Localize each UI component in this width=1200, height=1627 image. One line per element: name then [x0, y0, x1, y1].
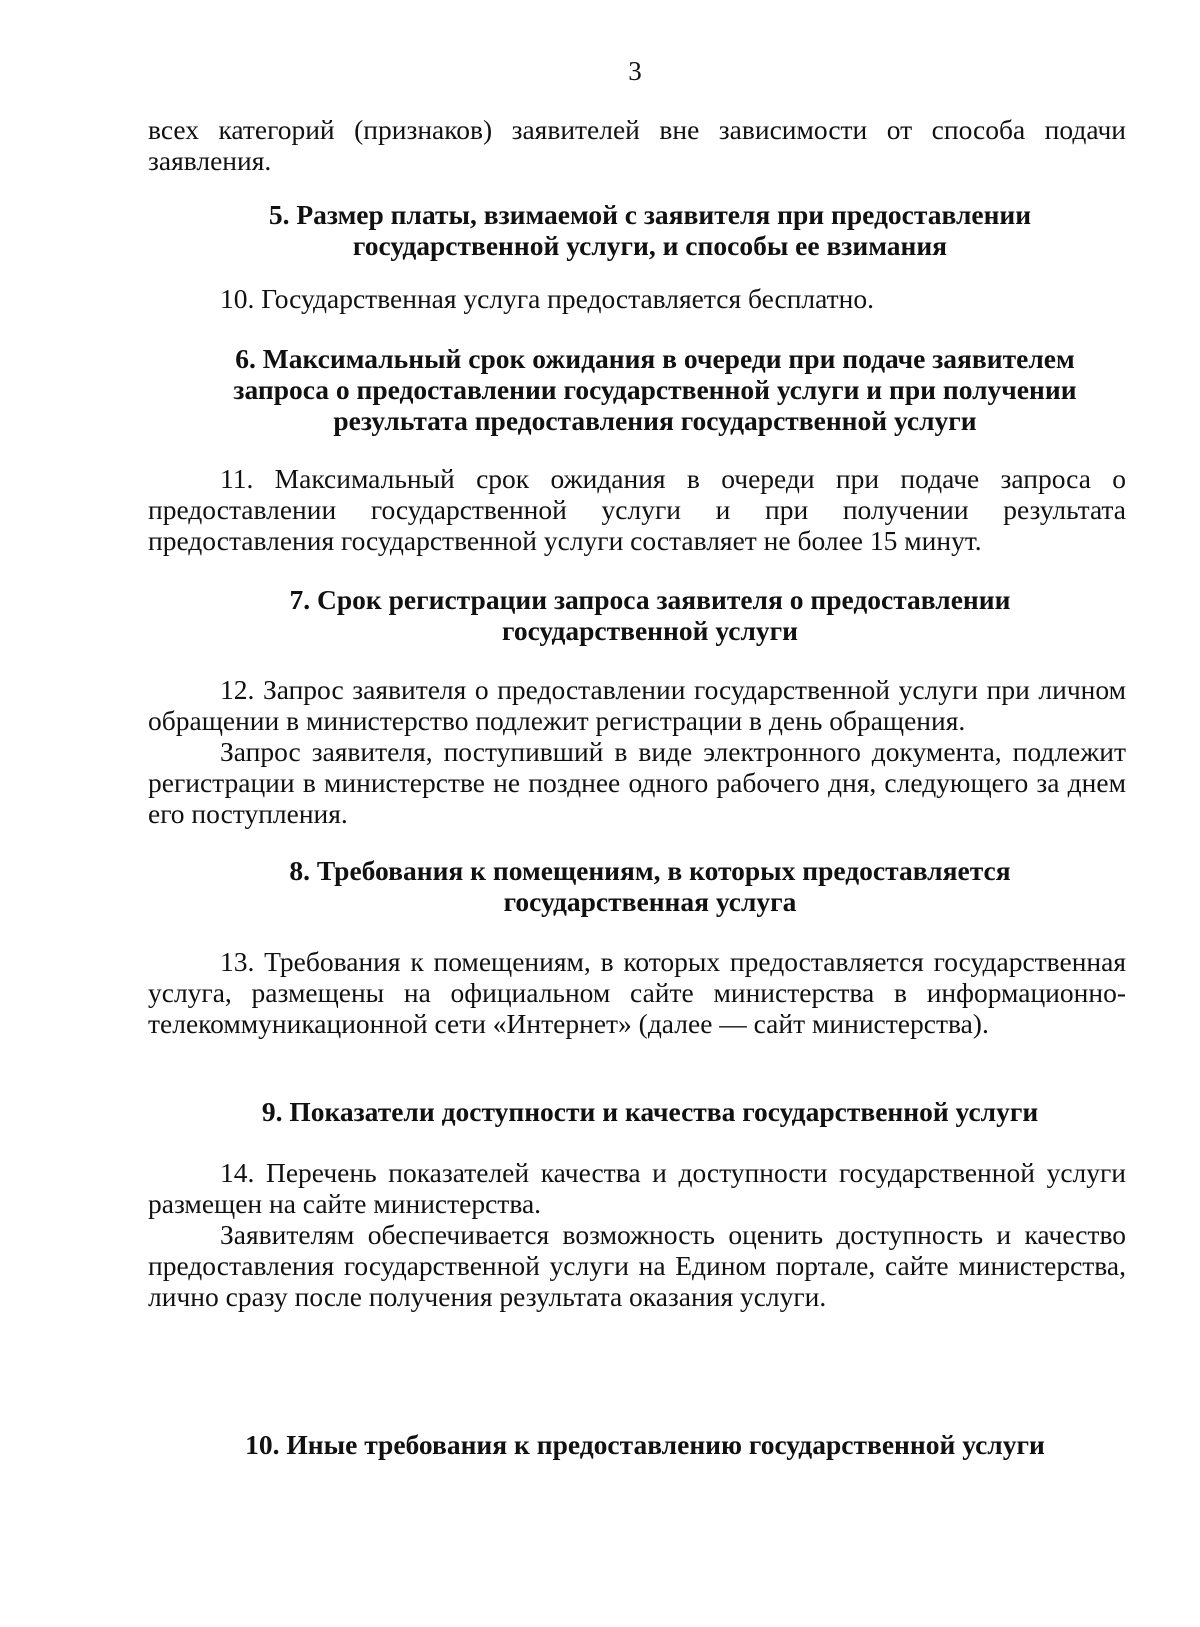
- heading-line: 6. Максимальный срок ожидания в очереди при подаче заявителем: [235, 343, 1075, 374]
- section-7-body: [148, 674, 1126, 829]
- paragraph-12-continued: Запрос заявителя, поступивший в виде электронного документа, подлежит регистрации в министерстве не позднее одного рабочего дня, следующего за днем его поступления.: [148, 736, 1126, 829]
- heading-line: государственной услуги, и способы ее взимания: [352, 230, 948, 261]
- heading-line: государственная услуга: [503, 886, 797, 917]
- section-10-heading: [145, 1429, 1145, 1460]
- section-6-body: [148, 463, 1126, 556]
- section-8-body: [148, 946, 1126, 1039]
- heading-line: 8. Требования к помещениям, в которых предоставляется: [289, 855, 1011, 886]
- paragraph-12: 12. Запрос заявителя о предоставлении государственной услуги при личном обращении в министерство подлежит регистрации в день обращения.: [148, 674, 1126, 736]
- paragraph-10: 10. Государственная услуга предоставляется бесплатно.: [220, 283, 874, 314]
- heading-line: 5. Размер платы, взимаемой с заявителя при предоставлении: [268, 199, 1032, 230]
- paragraph-11: 11. Максимальный срок ожидания в очереди при подаче запроса о предоставлении государственной услуги и при получении результата предоставления государственной услуги составляет не более 15 минут.: [148, 463, 1126, 556]
- paragraph-13: 13. Требования к помещениям, в которых предоставляется государственная услуга, размещены на официальном сайте министерства в информационно-телекоммуникационной сети «Интернет» (далее — сайт министерства).: [148, 946, 1126, 1039]
- section-6-heading: [155, 343, 1155, 436]
- heading-line: 7. Срок регистрации запроса заявителя о предоставлении: [289, 584, 1011, 615]
- paragraph-14-continued: Заявителям обеспечивается возможность оценить доступность и качество предоставления государственной услуги на Едином портале, сайте министерства, лично сразу после получения результата оказания услуги.: [148, 1219, 1126, 1312]
- section-5-body: [148, 283, 1126, 314]
- section-9-heading: [150, 1096, 1150, 1127]
- heading-line: 10. Иные требования к предоставлению государственной услуги: [245, 1429, 1045, 1460]
- intro-paragraph: всех категорий (признаков) заявителей вне зависимости от способа подачи заявления.: [148, 114, 1126, 176]
- section-9-body: [148, 1157, 1126, 1312]
- heading-line: запроса о предоставлении государственной услуги и при получении: [233, 374, 1077, 405]
- heading-line: государственной услуги: [502, 615, 798, 646]
- paragraph-14: 14. Перечень показателей качества и доступности государственной услуги размещен на сайте министерства.: [148, 1157, 1126, 1219]
- heading-line: 9. Показатели доступности и качества государственной услуги: [261, 1096, 1039, 1127]
- section-5-heading: [150, 199, 1150, 261]
- heading-line: результата предоставления государственной услуги: [333, 405, 977, 436]
- section-7-heading: [150, 584, 1150, 646]
- section-8-heading: [150, 855, 1150, 917]
- page-number: 3: [628, 56, 642, 86]
